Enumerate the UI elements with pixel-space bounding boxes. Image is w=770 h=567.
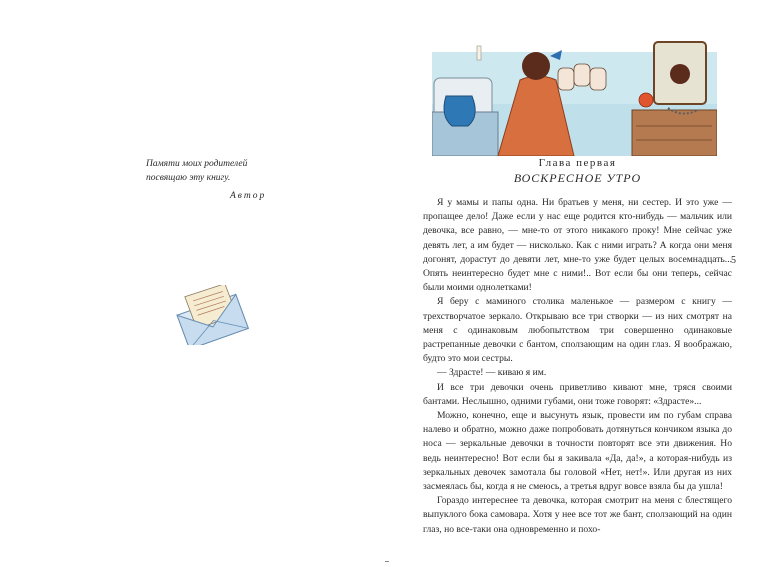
envelope-illustration <box>170 285 252 345</box>
chapter-body <box>423 196 732 537</box>
chapter-label: Глава первая <box>538 157 617 169</box>
page-number: 5 <box>731 255 736 266</box>
right-page <box>385 0 770 567</box>
dedication <box>146 157 316 203</box>
dedication-line-2: посвящаю эту книгу. <box>146 173 231 183</box>
paragraph: Гораздо интереснее та девочка, которая смотрит на меня с блестящего выпуклого бока самовара. Хотя у нее все тот же бант, сползающий на один глаз, но все-таки она одновременно и похо- <box>423 495 732 535</box>
chapter-title: ВОСКРЕСНОЕ УТРО <box>513 171 642 185</box>
dedication-line-1: Памяти моих родителей <box>146 159 248 169</box>
paragraph: Я беру с маминого столика маленькое — размером с книгу — трехстворчатое зеркало. Открываю все три створки — из них смотрят на меня с одинаковым любопытством три совершенно одинаковые растрепанные девочки с бантом, сползающим на один глаз. Я воображаю, будто это мои сестры. <box>423 296 732 365</box>
paragraph: — Здрасте! — киваю я им. <box>437 367 547 379</box>
paragraph: И все три девочки очень приветливо кивают мне, тряся своими бантами. Неслышно, одними губами, они тоже говорят: «Здрасте»... <box>423 381 732 407</box>
paragraph: Можно, конечно, еще и высунуть язык, провести им по губам справа налево и обратно, можно даже попробовать дотянуться кончиком языка до носа — зеркальные девочки в точности повторят все эти движения. Но ведь неинтересно! Вот если бы я закивала «Да, да!», а которая-нибудь из зеркальных девочек замотала бы головой «Нет, нет!». Или другая из них засмеялась бы, когда я не смеюсь, а третья вдруг вовсе взяла бы да ушла! <box>423 410 732 493</box>
paragraph: Я у мамы и папы одна. Ни братьев у меня, ни сестер. И это уже — пропащее дело! Даже если у нас еще родится кто-нибудь — мальчик или девочка, все равно, — мне-то от этого никакого проку! Мне сейчас уже девять лет, а им будет — нисколько. Как с ними играть? А когда они меня догонят, дорастут до девяти лет, мне-то уже будет целых восемнадцать... Опять неинтересно будет мне с ними!.. Вот если бы они теперь, сейчас были моими однолетками! <box>423 197 732 294</box>
dedication-author: Автор <box>230 191 267 201</box>
chapter-illustration <box>432 34 717 156</box>
